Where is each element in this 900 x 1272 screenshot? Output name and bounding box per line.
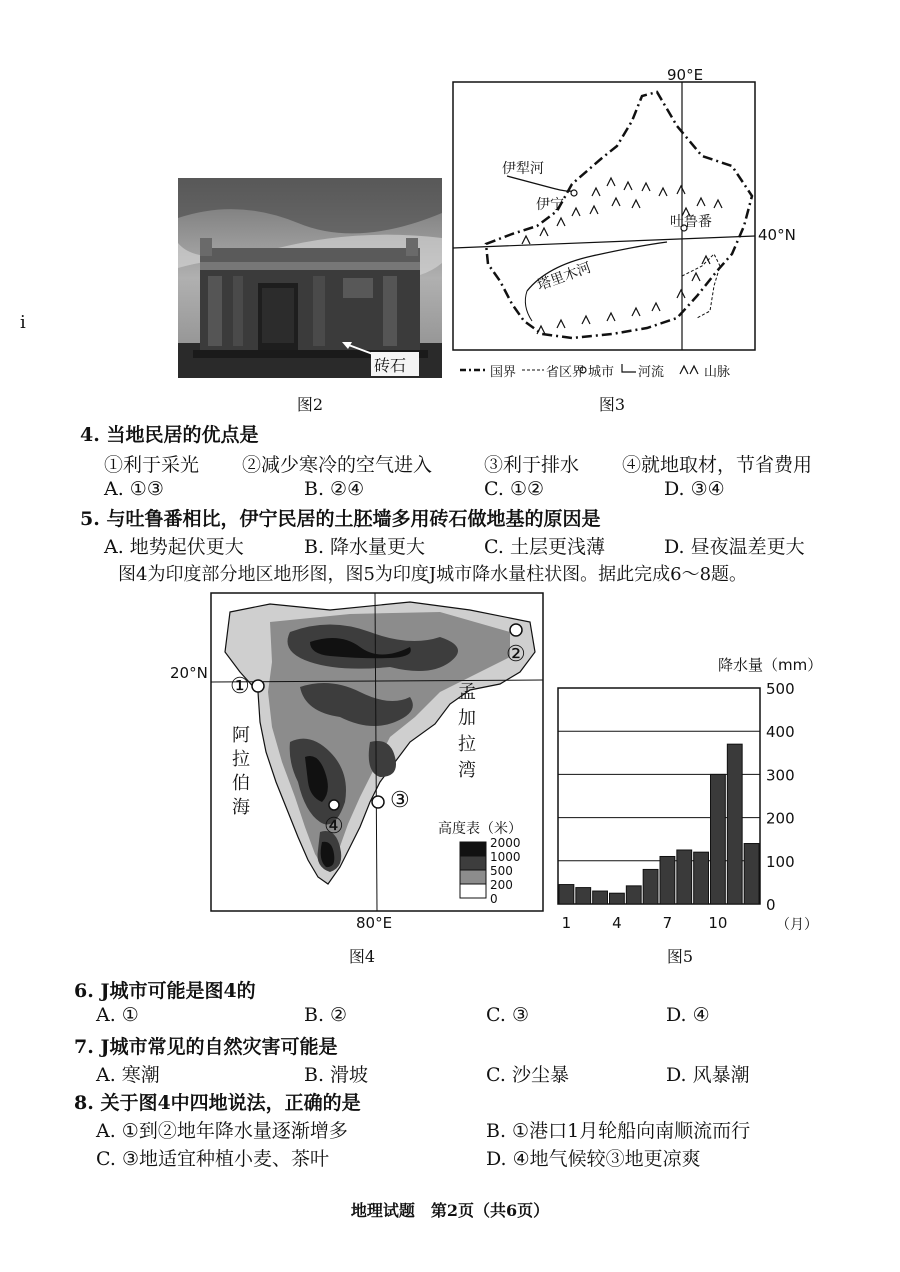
marker-3-label: ③ [390, 788, 410, 813]
bar-month-6 [643, 869, 658, 904]
q4-option-c[interactable]: C. ①② [484, 478, 545, 500]
elevation-legend-values: 2000 1000 500 200 0 [490, 836, 521, 906]
legend-national-border: 国界 [490, 365, 517, 380]
y-tick-label: 300 [766, 766, 795, 785]
figure-4-caption: 图4 [348, 947, 376, 966]
yili-river-label: 伊犁河 [502, 161, 544, 177]
q8-option-d[interactable]: D. ④地气候较③地更凉爽 [486, 1148, 701, 1170]
legend-river: 河流 [638, 365, 665, 380]
bar-month-10 [711, 774, 726, 904]
house-photo [178, 178, 442, 378]
bar-month-8 [677, 850, 692, 904]
figure-3-caption: 图3 [598, 395, 626, 414]
q4-option-a[interactable]: A. ①③ [104, 478, 164, 500]
q7-option-d[interactable]: D. 风暴潮 [666, 1064, 750, 1086]
bar-month-3 [593, 891, 608, 904]
xinjiang-map [452, 66, 770, 384]
yining-label: 伊宁 [536, 197, 564, 213]
lon-80e-label: 80°E [356, 914, 393, 932]
y-tick-label: 100 [766, 852, 795, 871]
x-axis-label: （月） [776, 917, 818, 933]
q7-option-a[interactable]: A. 寒潮 [96, 1064, 160, 1086]
bar-month-2 [576, 888, 591, 904]
q5-option-c[interactable]: C. 土层更浅薄 [484, 536, 605, 558]
page-footer: 地理试题 第2页（共6页） [350, 1201, 550, 1220]
legend-mountain: 山脉 [704, 365, 731, 380]
q4-item-1: ①利于采光 [104, 454, 200, 476]
marker-1-dot [252, 680, 264, 692]
marker-4-dot [329, 800, 339, 810]
y-tick-label: 500 [766, 680, 795, 698]
y-tick-label: 400 [766, 723, 795, 742]
marker-1-label: ① [230, 674, 250, 699]
q7-option-b[interactable]: B. 滑坡 [304, 1064, 369, 1086]
lon-90e-label: 90°E [667, 66, 704, 84]
elevation-legend-title: 高度表（米） [438, 821, 522, 837]
q4-item-4: ④就地取材，节省费用 [622, 454, 813, 476]
legend-provincial-border: 省区界 [546, 365, 586, 380]
figure-2-photo [178, 178, 442, 378]
x-tick-label: 10 [708, 914, 728, 932]
figure-5-caption: 图5 [666, 947, 694, 966]
figure-5-chart [550, 650, 850, 940]
bar-month-9 [694, 852, 709, 904]
marker-2-dot [510, 624, 522, 636]
q8-option-b[interactable]: B. ①港口1月轮船向南顺流而行 [486, 1120, 751, 1142]
figure-2-caption: 图2 [296, 395, 324, 414]
q4-stem: 4. 当地民居的优点是 [80, 424, 259, 446]
marker-2-label: ② [506, 642, 526, 667]
stone-label: 砖石 [374, 356, 407, 375]
y-axis-label: 降水量（mm） [718, 656, 823, 674]
q7-option-c[interactable]: C. 沙尘暴 [486, 1064, 569, 1086]
arabian-sea-label: 阿 拉 伯 海 [232, 725, 250, 818]
q8-stem: 8. 关于图4中四地说法，正确的是 [74, 1092, 361, 1114]
q8-option-a[interactable]: A. ①到②地年降水量逐渐增多 [96, 1120, 348, 1142]
q4-item-2: ②减少寒冷的空气进入 [242, 454, 433, 476]
q6-stem: 6. J城市可能是图4的 [74, 980, 256, 1002]
q5-option-d[interactable]: D. 昼夜温差更大 [664, 536, 805, 558]
q5-option-a[interactable]: A. 地势起伏更大 [104, 536, 244, 558]
x-tick-label: 1 [561, 914, 572, 932]
figure-4-map [210, 592, 544, 912]
x-tick-label: 4 [612, 914, 622, 932]
marker-3-dot [372, 796, 384, 808]
q4-item-3: ③利于排水 [484, 454, 580, 476]
yining-city-dot [571, 190, 577, 196]
bar-month-4 [610, 893, 625, 904]
bay-of-bengal-label: 孟 加 拉 湾 [458, 682, 476, 781]
q6-option-b[interactable]: B. ② [304, 1004, 348, 1026]
bar-month-5 [626, 886, 641, 904]
q6-option-a[interactable]: A. ① [96, 1004, 139, 1026]
y-tick-label: 0 [766, 896, 776, 914]
precipitation-chart [550, 650, 850, 940]
q5-option-b[interactable]: B. 降水量更大 [304, 536, 426, 558]
marker-4-label: ④ [324, 814, 344, 839]
q5-stem: 5. 与吐鲁番相比，伊宁民居的土胚墙多用砖石做地基的原因是 [80, 508, 601, 530]
q4-option-b[interactable]: B. ②④ [304, 478, 365, 500]
side-mark: i [20, 312, 26, 333]
turpan-label: 吐鲁番 [670, 214, 712, 230]
y-tick-label: 200 [766, 809, 795, 828]
section-intro: 图4为印度部分地区地形图，图5为印度J城市降水量柱状图。据此完成6～8题。 [118, 564, 748, 585]
q8-option-c[interactable]: C. ③地适宜种植小麦、茶叶 [96, 1148, 329, 1170]
lat-40n-label: 40°N [758, 226, 796, 244]
bar-month-7 [660, 856, 675, 904]
tarim-river-label: 塔里木河 [535, 259, 594, 295]
bar-month-12 [744, 844, 759, 904]
q6-option-d[interactable]: D. ④ [666, 1004, 710, 1026]
x-tick-label: 7 [662, 914, 673, 932]
bar-month-11 [727, 744, 742, 904]
bar-month-1 [559, 885, 574, 904]
legend-city: 城市 [588, 365, 615, 380]
q6-option-c[interactable]: C. ③ [486, 1004, 529, 1026]
q4-option-d[interactable]: D. ③④ [664, 478, 725, 500]
lat-20n-label: 20°N [170, 664, 208, 682]
q7-stem: 7. J城市常见的自然灾害可能是 [74, 1036, 338, 1058]
figure-3-map [452, 66, 796, 384]
